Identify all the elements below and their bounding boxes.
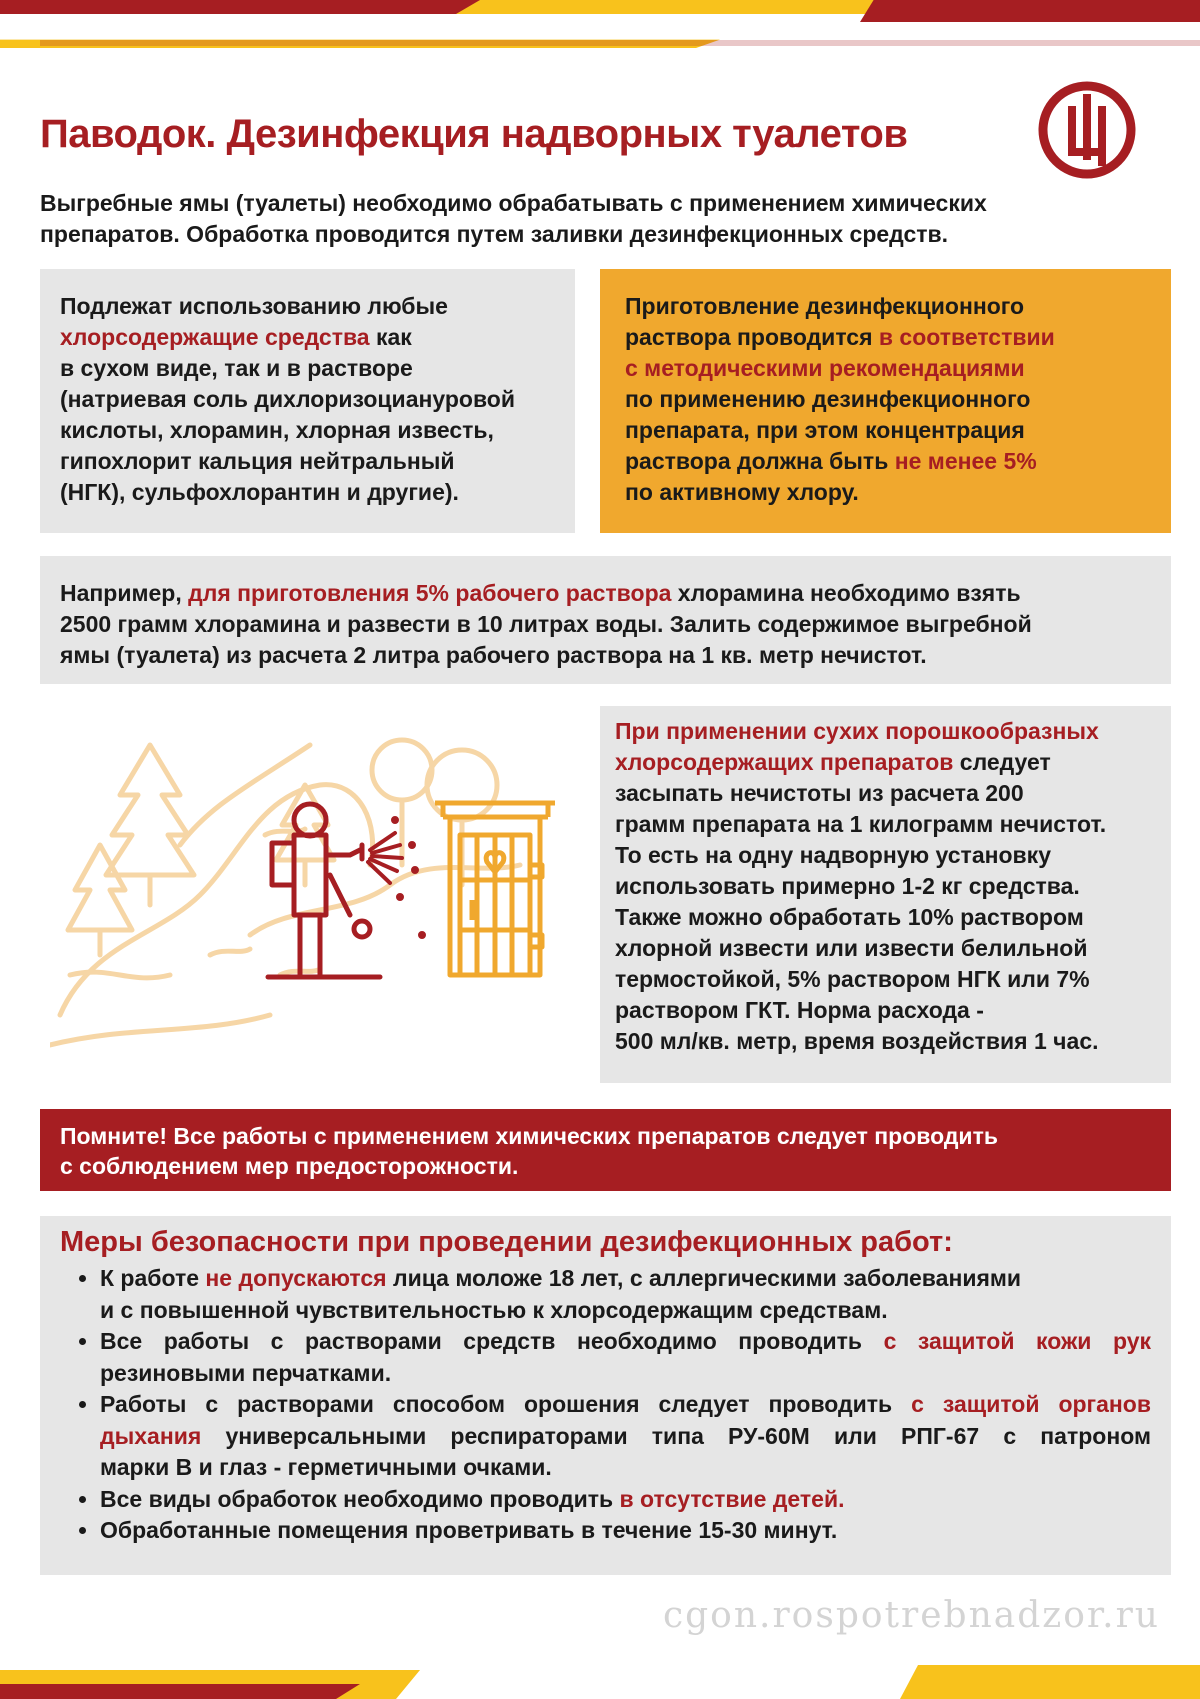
panel-line: грамм препарата на 1 килограмм нечистот. <box>615 811 1107 837</box>
panel-text: раствора проводится <box>625 324 879 350</box>
highlight-text: для приготовления 5% рабочего раствора <box>188 580 672 606</box>
panel-line: (НГК), сульфохлорантин и другие). <box>60 479 459 505</box>
example-panel <box>40 556 1171 684</box>
panel-line: по применению дезинфекционного <box>625 386 1031 412</box>
highlight-text: дыхания <box>100 1422 202 1449</box>
highlight-text: не менее 5% <box>894 448 1037 474</box>
panel-line: 500 мл/кв. метр, время воздействия 1 час. <box>615 1028 1099 1054</box>
list-item <box>100 1326 1151 1389</box>
page-title: Паводок. Дезинфекция надворных туалетов <box>40 112 908 156</box>
top-stripe-red-right <box>860 0 1200 22</box>
disinfection-illustration-icon <box>50 725 590 1075</box>
panel-line: гипохлорит кальция нейтральный <box>60 448 455 474</box>
highlight-text: с защитой кожи рук <box>883 1328 1152 1354</box>
list-item <box>100 1484 1151 1516</box>
panel-line: засыпать нечистоты из расчета 200 <box>615 780 1024 806</box>
warning-line: Помните! Все работы с применением химических препаратов следует проводить <box>60 1123 998 1149</box>
panel-line: 2500 грамм хлорамина и развести в 10 литрах воды. Залить содержимое выгребной <box>60 611 1032 637</box>
safety-measures-panel <box>40 1216 1171 1575</box>
highlight-text: в соответствии <box>878 324 1055 350</box>
list-text: Все работы с растворами средств необходимо проводить <box>100 1328 884 1354</box>
list-text: марки В и глаз - герметичными очками. <box>100 1454 552 1480</box>
bottom-stripe-yellow-right <box>900 1665 1200 1699</box>
list-text: К работе <box>100 1265 206 1291</box>
intro-line: Выгребные ямы (туалеты) необходимо обрабатывать с применением химических <box>40 190 987 216</box>
panel-line: раствором ГКТ. Норма расхода - <box>615 997 984 1023</box>
highlight-text: не допускаются <box>205 1265 387 1291</box>
list-item <box>100 1515 1151 1547</box>
panel-line: Приготовление дезинфекционного <box>625 293 1025 319</box>
highlight-text: с методическими рекомендациями <box>625 355 1025 381</box>
list-text: лица моложе 18 лет, с аллергическими заболеваниями <box>386 1265 1022 1291</box>
highlight-text: При применении сухих порошкообразных <box>615 718 1099 744</box>
panel-line: использовать примерно 1-2 кг средства. <box>615 873 1080 899</box>
list-item <box>100 1389 1151 1484</box>
panel-line: То есть на одну надворную установку <box>615 842 1051 868</box>
intro-text <box>40 188 1100 250</box>
dry-preparations-panel <box>600 706 1171 1083</box>
panel-text: Например, <box>60 580 189 606</box>
highlight-text: хлорсодержащих препаратов <box>615 749 954 775</box>
rospotrebnadzor-logo-icon <box>1030 80 1144 180</box>
list-text: универсальными респираторами типа РУ-60М или РПГ-67 с патроном <box>201 1422 1151 1449</box>
list-text: и с повышенной чувствительностью к хлорсодержащим средствам. <box>100 1296 888 1323</box>
panel-line: хлорной извести или извести белильной <box>615 935 1088 961</box>
panel-text: хлорамина необходимо взять <box>671 580 1021 606</box>
panel-line: кислоты, хлорамин, хлорная известь, <box>60 417 494 443</box>
panel-line <box>60 578 1151 609</box>
safety-list <box>60 1263 1151 1547</box>
panel-line: (натриевая соль дихлоризоциануровой <box>60 386 515 412</box>
list-text: • Обработанные помещения проветривать в течение 15-30 минут. <box>100 1517 838 1543</box>
panel-line <box>625 446 1146 477</box>
warning-line: с соблюдением мер предосторожности. <box>60 1153 519 1179</box>
panel-text: раствора должна быть <box>625 448 895 474</box>
highlight-text: с защитой органов <box>911 1391 1151 1417</box>
list-item <box>100 1263 1151 1326</box>
panel-line <box>60 322 555 353</box>
warning-panel <box>40 1109 1171 1191</box>
intro-line: препаратов. Обработка проводится путем заливки дезинфекционных средств. <box>40 221 949 247</box>
panel-line <box>625 322 1146 353</box>
preparation-panel <box>600 269 1171 533</box>
watermark: cgon.rospotrebnadzor.ru <box>662 1595 1160 1636</box>
safety-heading: Меры безопасности при проведении дезифекционных работ: <box>60 1226 953 1258</box>
highlight-text: хлорсодержащие средства <box>60 324 370 350</box>
panel-text: следует <box>953 749 1051 775</box>
highlight-text: в отсутствие детей. <box>619 1485 845 1512</box>
panel-line: ямы (туалета) из расчета 2 литра рабочего раствора на 1 кв. метр нечистот. <box>60 642 927 668</box>
list-text: Все виды обработок необходимо проводить <box>100 1485 620 1512</box>
panel-text: как <box>369 324 412 350</box>
panel-line <box>615 747 1156 778</box>
list-text: Работы с растворами способом орошения следует проводить <box>100 1391 912 1417</box>
panel-line: Подлежат использованию любые <box>60 293 448 319</box>
chlorine-agents-panel <box>40 269 575 533</box>
panel-line: Также можно обработать 10% раствором <box>615 904 1084 930</box>
list-text: резиновыми перчатками. <box>100 1359 392 1386</box>
top-stripe-red-line <box>40 40 1200 46</box>
panel-line: в сухом виде, так и в растворе <box>60 355 413 381</box>
panel-line: термостойкой, 5% раствором НГК или 7% <box>615 966 1090 992</box>
panel-line: препарата, при этом концентрация <box>625 417 1025 443</box>
panel-line: по активному хлору. <box>625 479 859 505</box>
